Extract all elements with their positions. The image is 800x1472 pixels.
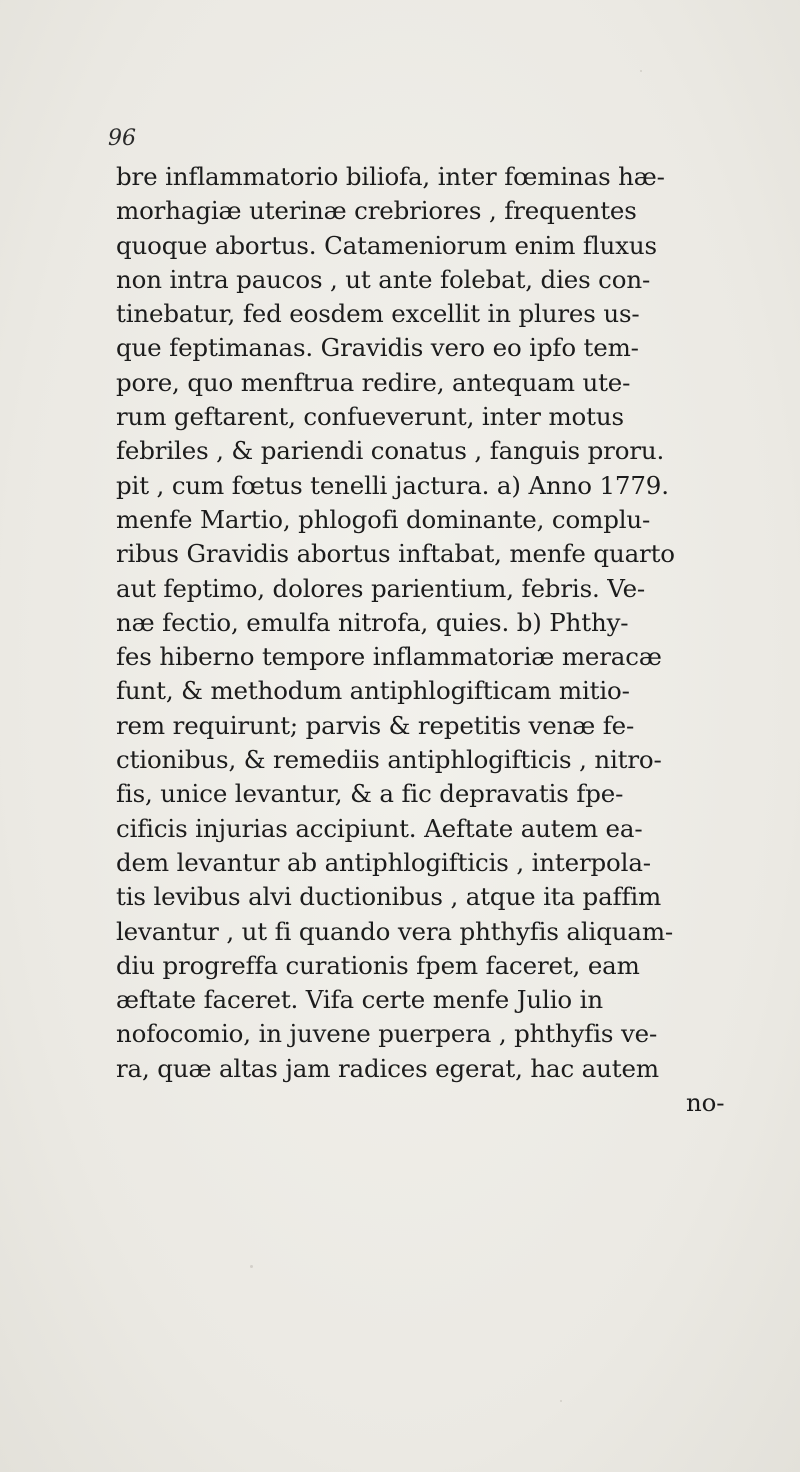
- text-line: funt, & methodum antiphlogifticam mitio-: [116, 676, 630, 706]
- text-line: æftate faceret. Vifa certe menfe Julio in: [116, 985, 603, 1015]
- text-line: næ fectio, emulfa nitrofa, quies. b) Phthy-: [116, 607, 629, 637]
- text-line: rum geftarent, confueverunt, inter motus: [116, 402, 624, 432]
- text-line: dem levantur ab antiphlogifticis , interpola-: [116, 847, 651, 877]
- paper-speck: [560, 1400, 562, 1402]
- text-line: nofocomio, in juvene puerpera , phthyfis ve-: [116, 1019, 658, 1049]
- text-line: non intra paucos , ut ante folebat, dies con-: [116, 264, 651, 294]
- text-line: bre inflammatorio biliofa, inter fœminas hæ-: [116, 162, 665, 191]
- text-line: fes hiberno tempore inflammatoriæ meracæ: [116, 642, 662, 672]
- text-line: rem requirunt; parvis & repetitis venæ fe-: [116, 710, 635, 740]
- text-line: que feptimanas. Gravidis vero eo ipfo tem-: [116, 333, 639, 363]
- text-line: aut feptimo, dolores parientium, febris. Ve-: [116, 573, 646, 603]
- text-line: pit , cum fœtus tenelli jactura. a) Anno 1779.: [116, 470, 669, 500]
- text-line: ra, quæ altas jam radices egerat, hac autem: [116, 1053, 659, 1083]
- text-line: ribus Gravidis abortus inftabat, menfe quarto: [116, 539, 675, 569]
- text-line: tinebatur, fed eosdem excellit in plures us-: [116, 299, 640, 329]
- text-line: tis levibus alvi ductionibus , atque ita paffim: [116, 882, 662, 912]
- text-line: morhagiæ uterinæ crebriores , frequentes: [116, 196, 637, 226]
- text-line: cificis injurias accipiunt. Aeftate autem ea-: [116, 813, 643, 843]
- text-line: febriles , & pariendi conatus , fanguis proru.: [116, 436, 665, 466]
- paper-speck: [640, 70, 642, 72]
- catchword: no-: [686, 1088, 725, 1118]
- text-line: ctionibus, & remediis antiphlogifticis , nitro-: [116, 745, 662, 775]
- page-number: 96: [108, 126, 136, 151]
- text-line: fis, unice levantur, & a fic depravatis fpe-: [116, 779, 624, 809]
- text-line: quoque abortus. Catameniorum enim fluxus: [116, 230, 657, 260]
- text-line: levantur , ut fi quando vera phthyfis aliquam-: [116, 916, 674, 946]
- text-line: menfe Martio, phlogofi dominante, complu-: [116, 504, 651, 534]
- text-line: pore, quo menftrua redire, antequam ute-: [116, 367, 631, 397]
- paper-speck: [250, 1265, 253, 1268]
- text-line: diu progreffa curationis fpem faceret, eam: [116, 950, 640, 980]
- body-text: [116, 160, 796, 1120]
